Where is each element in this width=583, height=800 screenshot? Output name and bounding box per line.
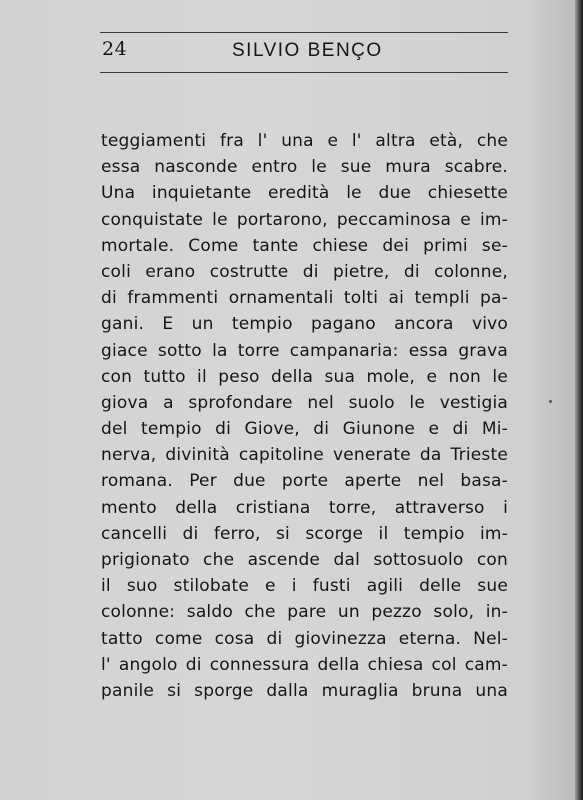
page-number: 24 [102,38,128,60]
text-line: del tempio di Giove, di Giunone e di Mi- [101,419,508,440]
text-line: gani. E un tempio pagano ancora vivo [101,314,508,335]
text-line: tatto come cosa di giovinezza eterna. Nel- [101,628,508,649]
text-line: panile si sporge dalla muraglia bruna una [101,680,508,701]
text-line: il suo stilobate e i fusti agili delle sue [101,576,508,597]
text-line: colonne: saldo che pare un pezzo solo, in- [101,602,508,623]
text-line: Una inquietante eredità le due chiesette [101,183,508,204]
text-line: di frammenti ornamentali tolti ai templi pa- [101,288,508,309]
text-line: mento della cristiana torre, attraverso i [101,497,508,518]
text-line: giace sotto la torre campanaria: essa grava [101,340,508,361]
text-line: coli erano costrutte di pietre, di colonne, [101,261,508,282]
text-line: conquistate le portarono, peccaminosa e im- [101,209,508,230]
running-head: SILVIO BENÇO [232,40,383,61]
text-line: prigionato che ascende dal sottosuolo con [101,550,508,570]
text-line: teggiamenti fra l' una e l' altra età, che [101,131,508,151]
text-line: romana. Per due porte aperte nel basa- [101,471,508,492]
body-text [101,128,508,704]
text-line: cancelli di ferro, si scorge il tempio im- [101,523,508,544]
text-line: con tutto il peso della sua mole, e non le [101,366,508,387]
header-rule-top [100,32,508,33]
header-rule-bottom [100,72,508,73]
page-edge-shadow [575,0,583,800]
text-line: l' angolo di connessura della chiesa col cam- [101,654,508,675]
text-line: giova a sprofondare nel suolo le vestigia [101,392,508,413]
paper-speck [549,400,552,403]
text-line: nerva, divinità capitoline venerate da Trieste [101,445,508,466]
text-line: mortale. Come tante chiese dei primi se- [101,235,508,256]
text-line: essa nasconde entro le sue mura scabre. [101,157,508,178]
